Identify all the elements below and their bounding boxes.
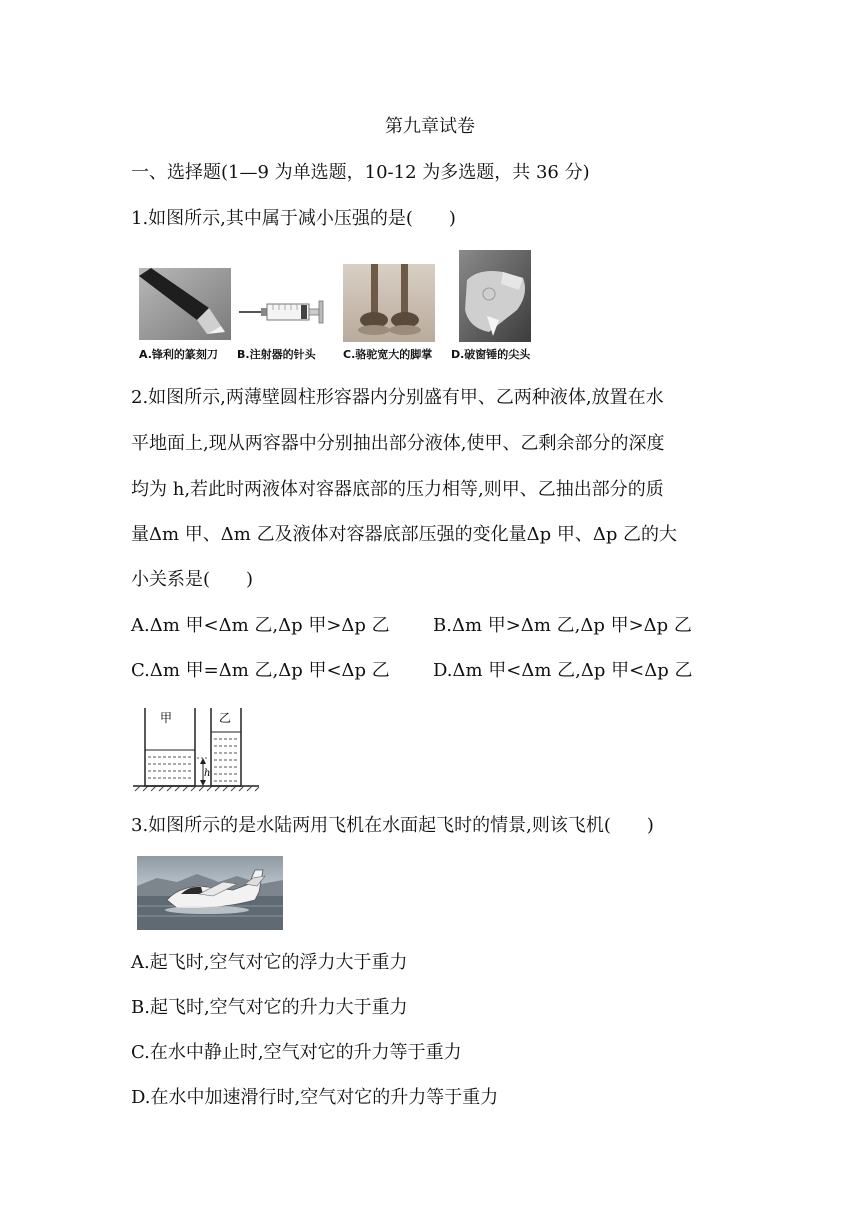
q2-containers-figure	[133, 702, 259, 794]
camel-feet-image	[343, 264, 435, 342]
q1-caption-c: C.骆驼宽大的脚掌	[343, 348, 433, 361]
q1-caption-b: B.注射器的针头	[237, 348, 316, 361]
question-2-line-4: 量Δm 甲、Δm 乙及液体对容器底部压强的变化量Δp 甲、Δp 乙的大	[131, 524, 678, 545]
window-hammer-image	[459, 250, 531, 342]
q2-label-h: h	[204, 768, 211, 779]
q3-option-c: C.在水中静止时,空气对它的升力等于重力	[131, 1042, 462, 1063]
page-title: 第九章试卷	[385, 116, 475, 137]
section-heading: 一、选择题(1—9 为单选题，10-12 为多选题，共 36 分)	[131, 162, 590, 183]
question-2-line-5: 小关系是( )	[131, 569, 254, 590]
q2-option-a: A.Δm 甲<Δm 乙,Δp 甲>Δp 乙	[131, 615, 390, 636]
q3-option-a: A.起飞时,空气对它的浮力大于重力	[131, 952, 408, 973]
q1-caption-a: A.锋利的篆刻刀	[139, 348, 218, 361]
q2-label-yi: 乙	[219, 711, 232, 725]
question-2-line-3: 均为 h,若此时两液体对容器底部的压力相等,则甲、乙抽出部分的质	[131, 479, 664, 500]
syringe-image	[239, 292, 325, 332]
amphibious-plane-image	[137, 856, 283, 930]
q1-caption-d: D.破窗锤的尖头	[451, 348, 531, 361]
question-2-line-1: 2.如图所示,两薄壁圆柱形容器内分别盛有甲、乙两种液体,放置在水	[131, 387, 664, 408]
question-1-stem: 1.如图所示,其中属于减小压强的是( )	[131, 208, 456, 229]
q2-label-jia: 甲	[160, 711, 173, 725]
engraving-knife-image	[139, 268, 231, 340]
q1-figure-strip	[133, 250, 543, 366]
q3-option-d: D.在水中加速滑行时,空气对它的升力等于重力	[131, 1087, 499, 1108]
question-3-stem: 3.如图所示的是水陆两用飞机在水面起飞时的情景,则该飞机( )	[131, 815, 654, 836]
q3-option-b: B.起飞时,空气对它的升力大于重力	[131, 997, 408, 1018]
question-2-line-2: 平地面上,现从两容器中分别抽出部分液体,使甲、乙剩余部分的深度	[131, 433, 665, 454]
q2-option-c: C.Δm 甲=Δm 乙,Δp 甲<Δp 乙	[131, 660, 390, 681]
q2-option-b: B.Δm 甲>Δm 乙,Δp 甲>Δp 乙	[433, 615, 692, 636]
q2-option-d: D.Δm 甲<Δm 乙,Δp 甲<Δp 乙	[433, 660, 693, 681]
